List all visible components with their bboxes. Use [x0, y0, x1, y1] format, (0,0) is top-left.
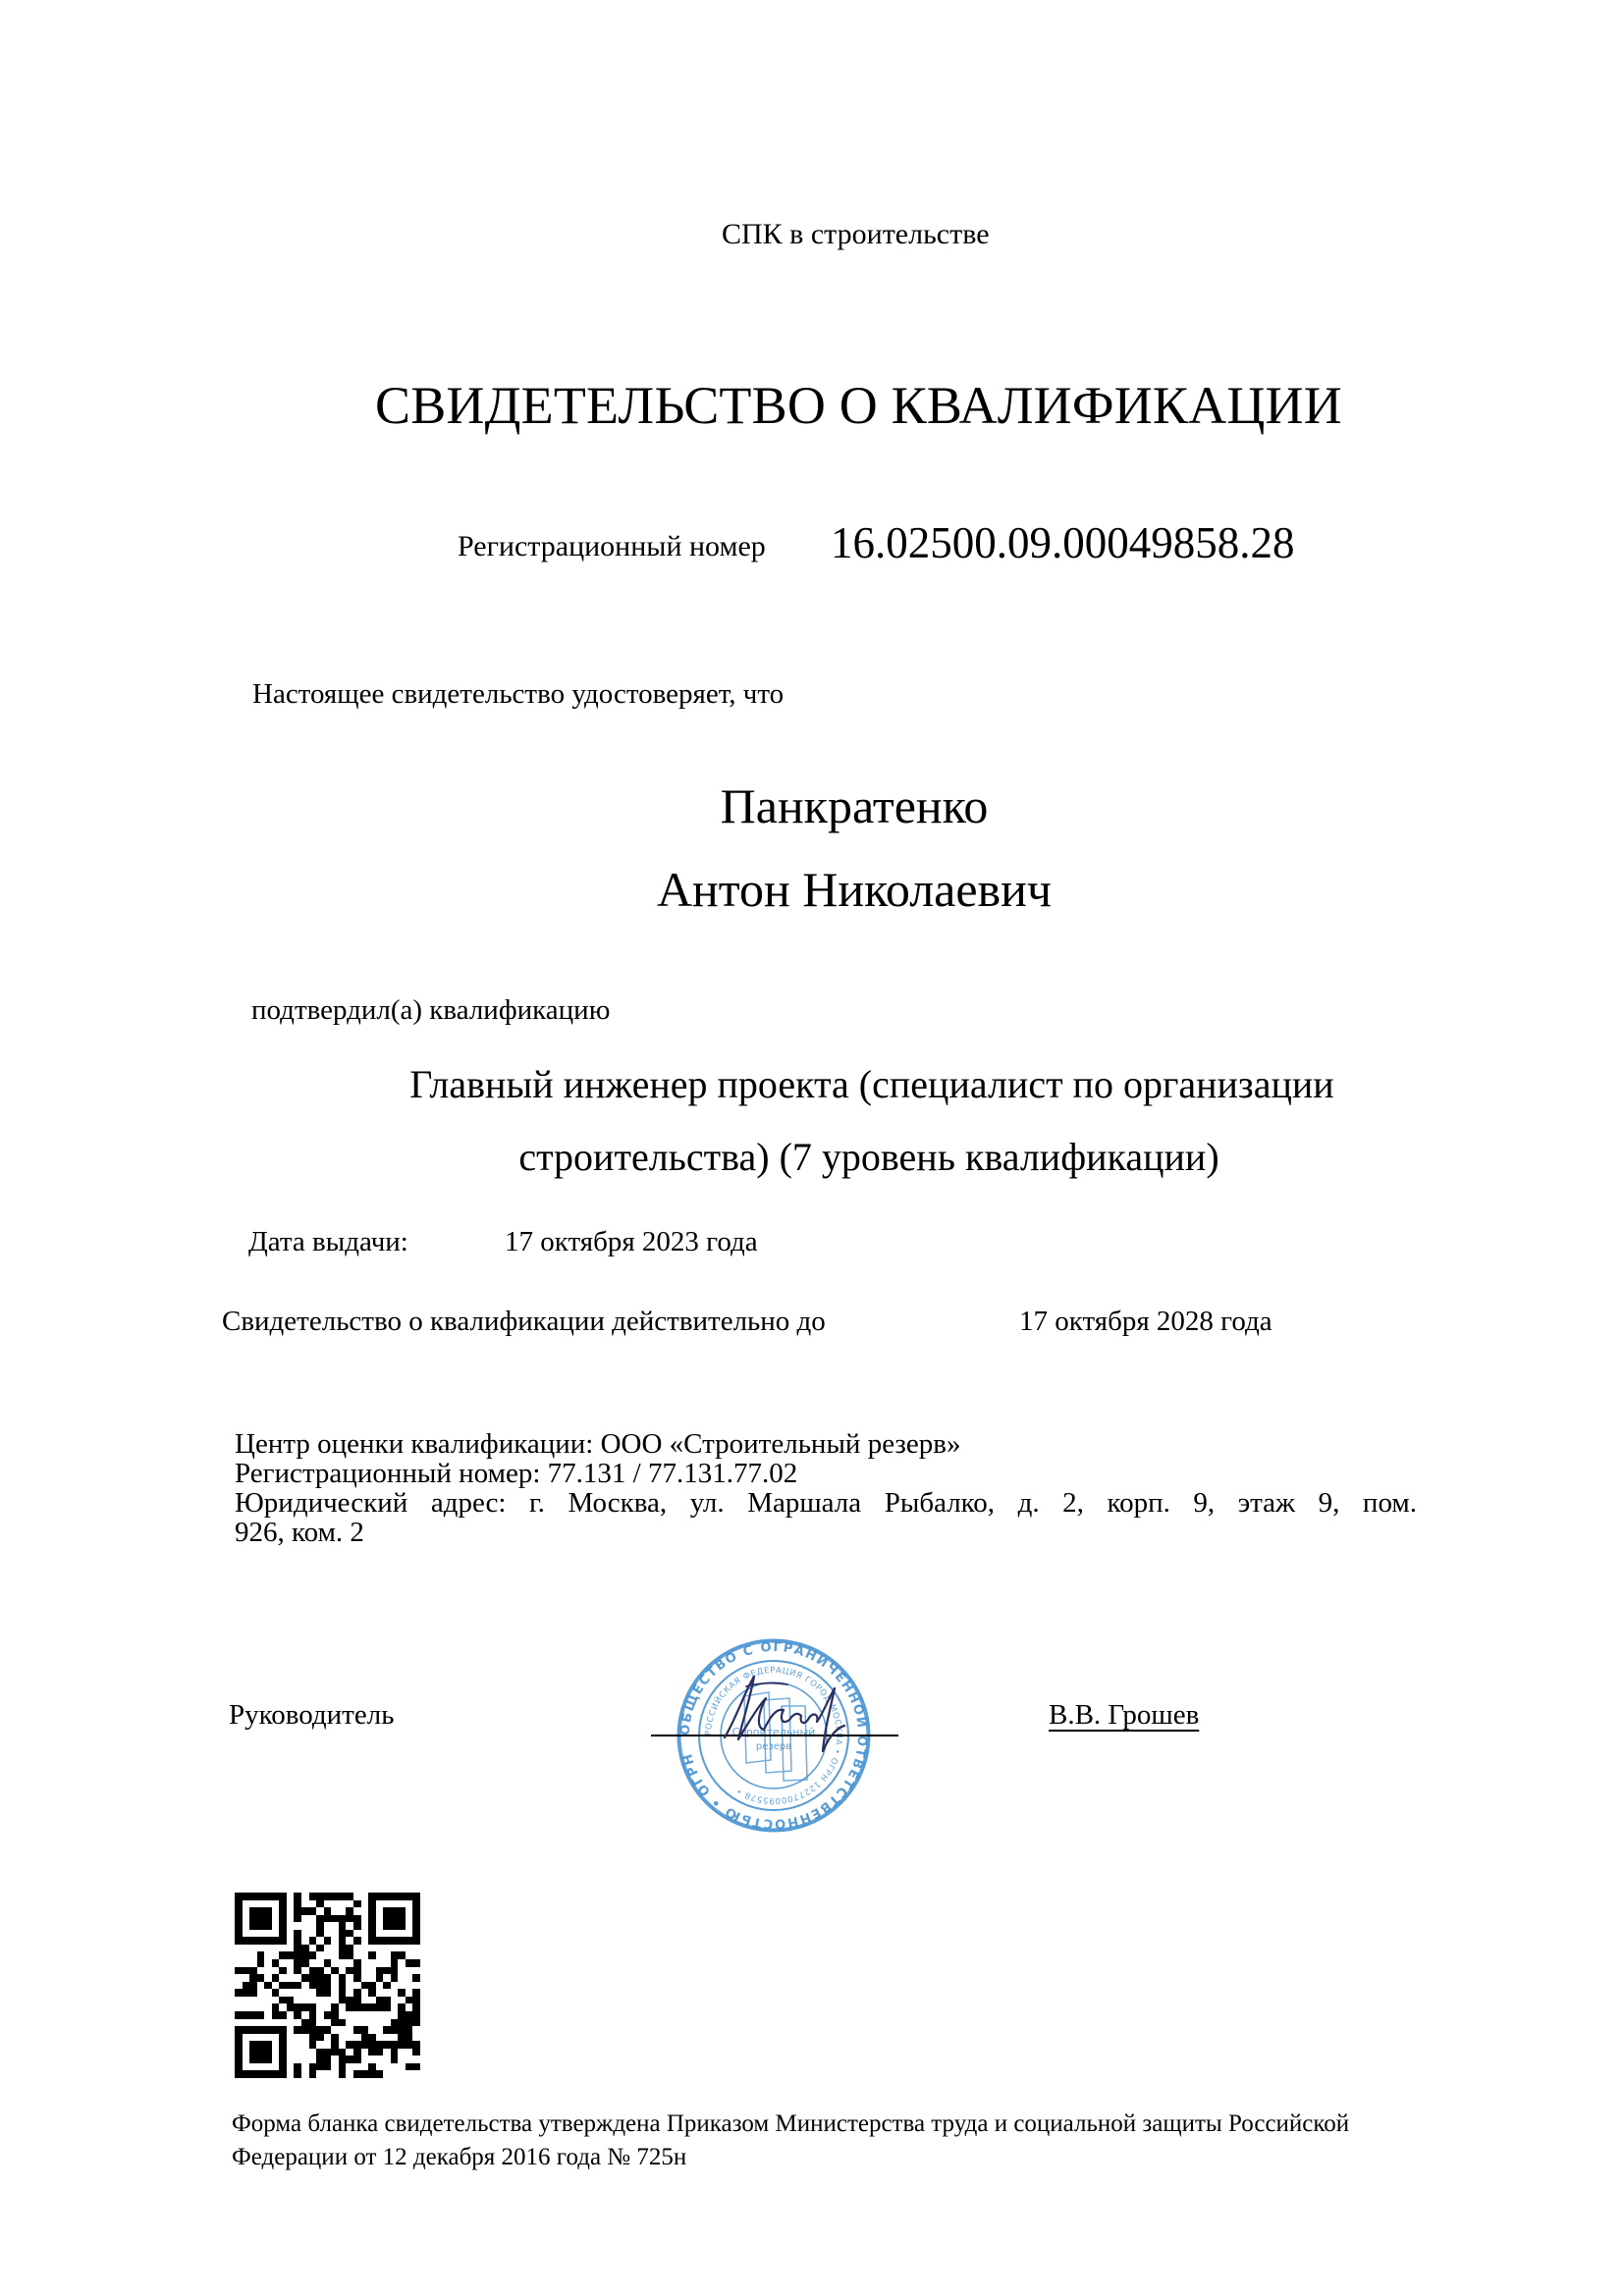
qualification-line-2: строительства) (7 уровень квалификации): [518, 1135, 1219, 1179]
registration-label: Регистрационный номер: [458, 530, 766, 562]
issue-date-value: 17 октября 2023 года: [505, 1226, 758, 1257]
footer-line-1: Форма бланка свидетельства утверждена Приказом Министерства труда и социальной защиты Российской: [232, 2110, 1350, 2137]
assessment-center-address-cont: 926, ком. 2: [235, 1517, 364, 1548]
assessment-center-info: [235, 1429, 1417, 1547]
form-approval-note: [232, 2108, 1498, 2174]
assessment-center-name: Центр оценки квалификации: ООО «Строительный резерв»: [235, 1428, 961, 1460]
signatory-role: Руководитель: [229, 1699, 395, 1731]
org-header: СПК в строительстве: [722, 218, 990, 250]
signature-icon: [707, 1669, 854, 1757]
registration-number: 16.02500.09.00049858.28: [831, 518, 1295, 567]
svg-text:Строительный: Строительный: [731, 1726, 816, 1738]
holder-surname: Панкратенко: [720, 778, 989, 833]
assessment-center-registration: Регистрационный номер: 77.131 / 77.131.77.02: [235, 1458, 798, 1489]
svg-text:ОБЩЕСТВО С ОГРАНИЧЕННОЙ ОТВЕТС: ОБЩЕСТВО С ОГРАНИЧЕННОЙ ОТВЕТСТВЕННОСТЬЮ • ОГРН: [677, 1639, 870, 1832]
issue-date-label: Дата выдачи:: [248, 1226, 408, 1257]
svg-text:резерв: резерв: [755, 1741, 792, 1752]
qr-code-icon: [235, 1893, 420, 2078]
holder-given-names: Антон Николаевич: [656, 862, 1053, 917]
valid-until-label: Свидетельство о квалификации действительно до: [222, 1306, 826, 1337]
confirmed-label: подтвердил(а) квалификацию: [251, 994, 611, 1026]
qualification-line-1: Главный инженер проекта (специалист по организации: [409, 1062, 1334, 1106]
document-title: СВИДЕТЕЛЬСТВО О КВАЛИФИКАЦИИ: [375, 376, 1342, 435]
valid-until-value: 17 октября 2028 года: [1019, 1306, 1272, 1337]
certification-intro: Настоящее свидетельство удостоверяет, что: [252, 678, 785, 710]
svg-text:РОССИЙСКАЯ ФЕДЕРАЦИЯ ГОРОД МОС: РОССИЙСКАЯ ФЕДЕРАЦИЯ ГОРОД МОСКВА • ОГРН 1227700095578 •: [703, 1665, 844, 1806]
footer-line-2: Федерации от 12 декабря 2016 года № 725н: [232, 2144, 687, 2170]
assessment-center-address: Юридический адрес: г. Москва, ул. Маршала Рыбалко, д. 2, корп. 9, этаж 9, пом.: [235, 1487, 1417, 1519]
signatory-name: В.В. Грошев: [1049, 1699, 1200, 1731]
